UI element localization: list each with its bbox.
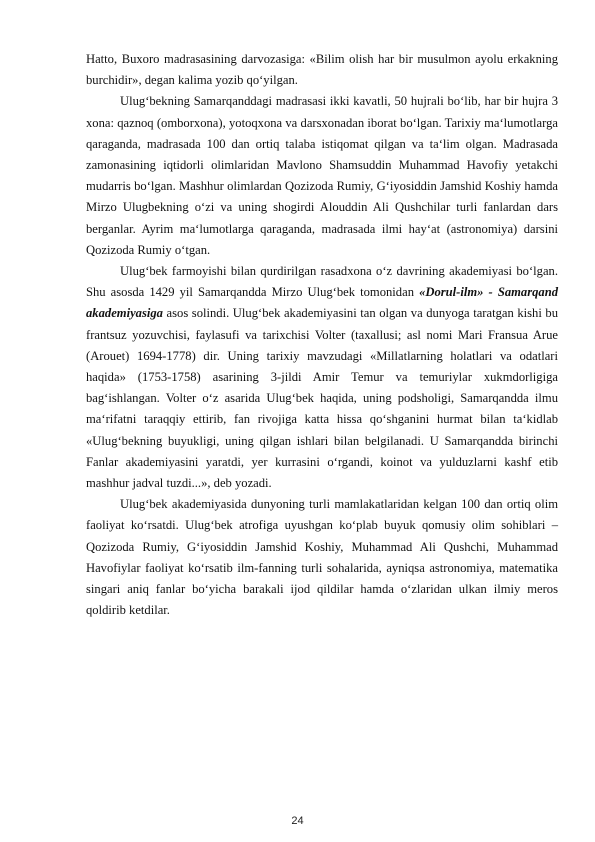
paragraph-3-emphasis: «Dorul-ilm» - Samarqand akademiyasiga [86,285,559,321]
document-body [86,49,558,621]
paragraph-3-lead: Ulug‘bek farmoyishi bilan qurdirilgan rasadxona o‘z davrining akademiyasi bo‘lgan. Shu asosda 1429 yil Samarqandda Mirzo Ulug‘bek tomonidan [86,264,558,300]
paragraph-4: Ulug‘bek akademiyasida dunyoning turli mamlakatlaridan kelgan 100 dan ortiq olim faoliyat ko‘rsatdi. Ulug‘bek atrofiga uyushgan ko‘plab buyuk qomusiy olim sohiblari – Qozizoda Rumiy, G‘iyosiddin Jamshid Koshiy, Muhammad Ali Qushchi, Muhammad Havofiylar faoliyat ko‘rsatib ilm-fanning turli sohalarida, ayniqsa astronomiya, matematika singari aniq fanlar bo‘yicha barakali ijod qildilar hamda o‘zlaridan ulkan ilmiy meros qoldirib ketdilar. [86,497,558,618]
paragraph-3-rest: asos solindi. Ulug‘bek akademiyasini tan olgan va dunyoga taratgan kishi bu frantsuz yozuvchisi, faylasufi va tarixchisi Volter (taxallusi; asl nomi Mari Fransua Arue (Arouet) 1694-1778) dir. Uning tarixiy mavzudagi «Millatlarning holatlari va odatlari haqida» (1753-1758) asarining 3-jildi Amir Temur va temuriylar xukmdorligiga bag‘ishlangan. Volter o‘z asarida Ulug‘bek haqida, uning podsholigi, Samarqandda ilmu ma‘rifatni taraqqiy ettirib, fan rivojiga katta hissa qo‘shganini hurmat bilan ta‘kidlab «Ulug‘bekning buyukligi, uning qilgan ishlari bilan belgilanadi. U Samarqandda birinchi Fanlar akademiyasini yaratdi, yer kurrasini o‘rgandi, koinot va yulduzlarni kashf etib mashhur jadval tuzdi...», deb yozadi. [86,306,558,491]
paragraph-1: Hatto, Buxoro madrasasining darvozasiga: «Bilim olish har bir musulmon ayolu erkakning burchidir», degan kalima yozib qo‘yilgan. [86,52,558,88]
paragraph-2: Ulug‘bekning Samarqanddagi madrasasi ikki kavatli, 50 hujrali bo‘lib, har bir hujra 3 xona: qaznoq (omborxona), yotoqxona va darsxonadan iborat bo‘lgan. Tarixiy ma‘lumotlarga qaraganda, madrasada 100 dan ortiq talaba istiqomat qilgan va ta‘lim olgan. Madrasada zamonasining iqtidorli olimlaridan Mavlono Shamsuddin Muhammad Havofiy yetakchi mudarris bo‘lgan. Mashhur olimlardan Qozizoda Rumiy, G‘iyosiddin Jamshid Koshiy hamda Mirzo Ulugbekning o‘zi va uning shogirdi Alouddin Ali Qushchilar turli fanlardan dars berganlar. Ayrim ma‘lumotlarga qaraganda, madrasada ilmi hay‘at (astronomiya) darsini Qozizoda Rumiy o‘tgan. [86,94,558,257]
page-number: 24 [291,815,304,827]
paragraph-3 [86,261,558,494]
